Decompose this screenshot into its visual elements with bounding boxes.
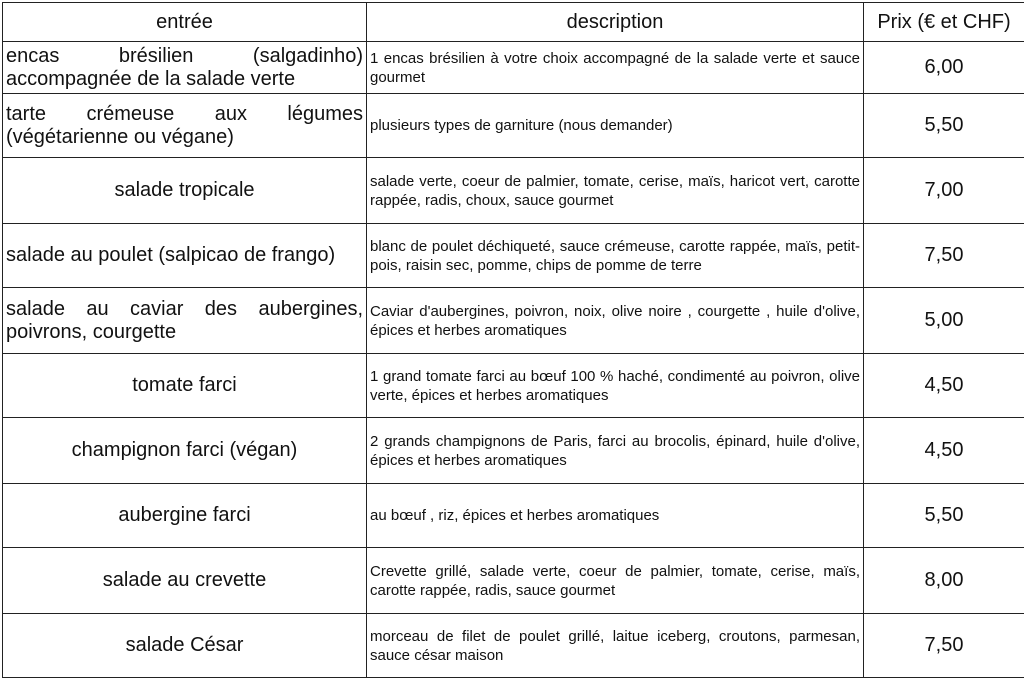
price-cell: 8,00	[864, 548, 1024, 614]
description-cell: 1 encas brésilien à votre choix accompagné de la salade verte et sauce gourmet	[367, 42, 864, 94]
price-cell: 4,50	[864, 418, 1024, 484]
table-row	[3, 484, 1024, 548]
header-prix: Prix (€ et CHF)	[864, 3, 1024, 42]
table-row	[3, 418, 1024, 484]
table-row	[3, 42, 1024, 94]
description-cell: Caviar d'aubergines, poivron, noix, olive noire , courgette , huile d'olive, épices et herbes aromatiques	[367, 288, 864, 354]
price-cell: 5,50	[864, 484, 1024, 548]
price-cell: 6,00	[864, 42, 1024, 94]
entree-cell: salade tropicale	[3, 158, 367, 224]
table-row	[3, 354, 1024, 418]
entree-cell: aubergine farci	[3, 484, 367, 548]
entree-cell: salade au caviar des aubergines, poivrons, courgette	[3, 288, 367, 354]
table-row	[3, 614, 1024, 678]
description-cell: 2 grands champignons de Paris, farci au brocolis, épinard, huile d'olive, épices et herbes aromatiques	[367, 418, 864, 484]
header-entree: entrée	[3, 3, 367, 42]
description-cell: plusieurs types de garniture (nous demander)	[367, 94, 864, 158]
description-cell: salade verte, coeur de palmier, tomate, cerise, maïs, haricot vert, carotte rappée, radis, choux, sauce gourmet	[367, 158, 864, 224]
menu-table	[2, 2, 1024, 678]
entree-cell: tarte crémeuse aux légumes (végétarienne ou végane)	[3, 94, 367, 158]
entree-cell: salade au poulet (salpicao de frango)	[3, 224, 367, 288]
price-cell: 5,00	[864, 288, 1024, 354]
description-cell: morceau de filet de poulet grillé, laitue iceberg, croutons, parmesan, sauce césar maison	[367, 614, 864, 678]
entree-cell: salade César	[3, 614, 367, 678]
entree-cell: champignon farci (végan)	[3, 418, 367, 484]
description-cell: blanc de poulet déchiqueté, sauce crémeuse, carotte rappée, maïs, petit-pois, raisin sec, pomme, chips de pomme de terre	[367, 224, 864, 288]
table-row	[3, 288, 1024, 354]
description-cell: Crevette grillé, salade verte, coeur de palmier, tomate, cerise, maïs, carotte rappée, radis, sauce gourmet	[367, 548, 864, 614]
price-cell: 7,50	[864, 224, 1024, 288]
header-description: description	[367, 3, 864, 42]
description-cell: 1 grand tomate farci au bœuf 100 % haché, condimenté au poivron, olive verte, épices et herbes aromatiques	[367, 354, 864, 418]
header-row	[3, 3, 1024, 42]
price-cell: 5,50	[864, 94, 1024, 158]
entree-cell: salade au crevette	[3, 548, 367, 614]
table-row	[3, 94, 1024, 158]
entree-cell: tomate farci	[3, 354, 367, 418]
table-row	[3, 224, 1024, 288]
table-row	[3, 158, 1024, 224]
price-cell: 7,50	[864, 614, 1024, 678]
price-cell: 4,50	[864, 354, 1024, 418]
table-row	[3, 548, 1024, 614]
description-cell: au bœuf , riz, épices et herbes aromatiques	[367, 484, 864, 548]
entree-cell: encas brésilien (salgadinho) accompagnée de la salade verte	[3, 42, 367, 94]
price-cell: 7,00	[864, 158, 1024, 224]
